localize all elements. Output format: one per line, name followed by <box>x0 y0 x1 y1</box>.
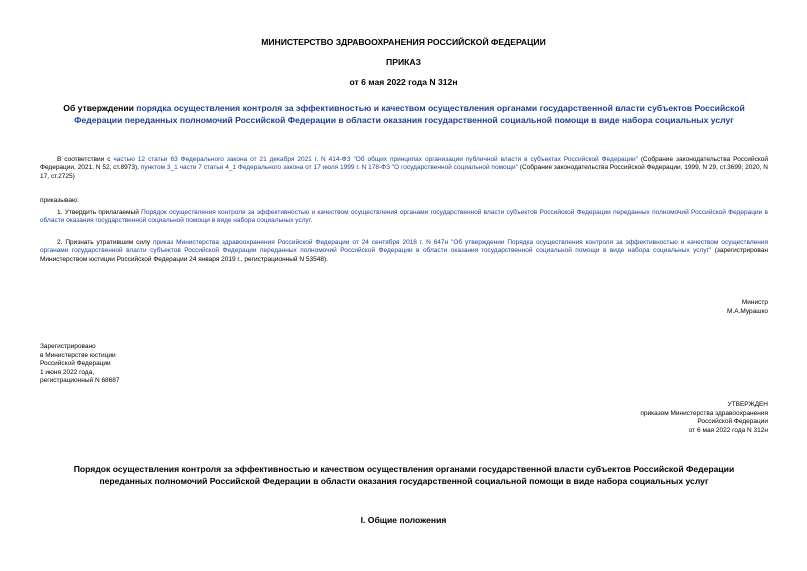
approved-line: Российской Федерации <box>697 418 768 426</box>
registration-line: Зарегистрировано <box>40 343 96 350</box>
preamble-text-1: В соответствии с <box>57 156 114 163</box>
order-word: приказываю: <box>40 197 79 204</box>
doc-type-heading: ПРИКАЗ <box>386 57 421 67</box>
signature-block <box>560 299 768 316</box>
signature-position: Министр <box>741 299 768 306</box>
item-1-link-procedure[interactable]: Порядок осуществления контроля за эффективностью и качеством осуществления органами государственной власти субъектов Российской Федерации переданных полномочий Российской Федерации в области оказания государственной социальной помощи в виде набора социальных услуг <box>40 209 768 225</box>
doc-title-link[interactable]: порядка осуществления контроля за эффективностью и качеством осуществления органами государственной власти субъектов Российской Федерации переданных полномочий Российской Федерации в области оказания государственной социальной помощи в виде набора социальных услуг <box>74 103 745 125</box>
item-1-end: . <box>310 217 313 225</box>
preamble-link-law-414[interactable]: частью 12 статьи 63 Федерального закона от 21 декабря 2021 г. N 414-ФЗ "Об общих принципах организации публичной власти в субъектах Российской Федерации" <box>113 156 638 163</box>
registration-line: в Министерстве юстиции <box>40 351 116 359</box>
approved-line: УТВЕРЖДЕН <box>727 401 768 408</box>
ministry-heading: МИНИСТЕРСТВО ЗДРАВООХРАНЕНИЯ РОССИЙСКОЙ ФЕДЕРАЦИИ <box>261 37 546 47</box>
item-1-text: 1. Утвердить прилагаемый <box>57 209 142 216</box>
preamble-link-law-178[interactable]: пунктом 3_1 части 7 статьи 4_1 Федерального закона от 17 июля 1999 г. N 178-ФЗ "О государственной социальной помощи" <box>140 164 518 172</box>
approved-line: от 6 мая 2022 года N 312н <box>688 426 768 434</box>
preamble-text-3: (Собрание законодательства Российской Федерации, 1999, N 29, ст.3699; 2020, N 17, ст.2725) <box>40 164 768 180</box>
item-2-end: (зарегистрирован Министерством юстиции Российской Федерации 24 января 2019 г., регистрационный N 53548). <box>40 247 768 263</box>
registration-line: 1 июня 2022 года, <box>40 368 95 376</box>
doc-title-prefix: Об утверждении <box>63 103 137 113</box>
signature-name: М.А.Мурашко <box>726 307 768 315</box>
item-2-text: 2. Признать утратившим силу <box>57 239 153 246</box>
section-title: I. Общие положения <box>360 515 447 525</box>
item-2-paragraph <box>40 239 768 264</box>
procedure-title: Порядок осуществления контроля за эффективностью и качеством осуществления органами государственной власти субъектов Российской Федерации переданных полномочий Российской Федерации в области оказания государственной социальной помощи в виде набора социальных услуг <box>73 464 735 486</box>
registration-block <box>40 343 240 386</box>
doc-date-number: от 6 мая 2022 года N 312н <box>349 77 458 87</box>
registration-line: Российской Федерации <box>40 360 111 368</box>
item-2-link-order-647[interactable]: приказ Министерства здравоохранения Российской Федерации от 24 сентября 2018 г. N 647н "Об утверждении Порядка осуществления контроля за эффективностью и качеством осуществления органами государственной власти субъектов Российской Федерации переданных полномочий Российской Федерации в области оказания государственной социальной помощи в виде набора социальных услуг" <box>40 239 768 255</box>
doc-title <box>52 102 756 126</box>
approved-block <box>520 401 768 435</box>
item-1-paragraph <box>40 209 768 226</box>
approved-line: приказом Министерства здравоохранения <box>640 409 768 417</box>
registration-line: регистрационный N 68687 <box>40 377 120 385</box>
preamble-text-2: (Собрание законодательства Российской Федерации, 2021, N 52, ст.8973), <box>40 156 768 172</box>
preamble-paragraph <box>40 156 768 181</box>
